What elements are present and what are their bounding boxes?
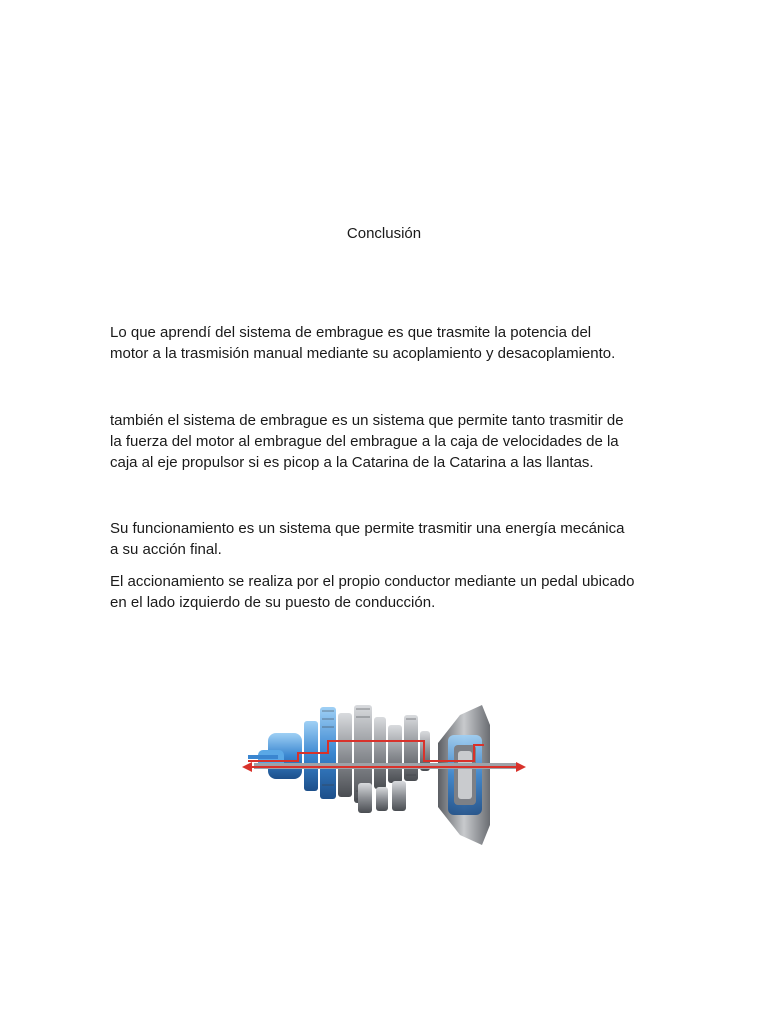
paragraph-1-line-2: motor a la trasmisión manual mediante su acoplamiento y desacoplamiento. xyxy=(110,345,616,362)
paragraph-2-line-3: caja al eje propulsor si es picop a la Catarina de la Catarina a las llantas. xyxy=(110,454,594,471)
paragraph-1-line-1: Lo que aprendí del sistema de embrague es que trasmite la potencia del xyxy=(110,324,592,341)
paragraph-2-line-2: la fuerza del motor al embrague del embrague a la caja de velocidades de la xyxy=(110,433,619,450)
paragraph-2-line-1: también el sistema de embrague es un sistema que permite tanto trasmitir de xyxy=(110,412,624,429)
paragraph-4 xyxy=(110,571,670,613)
paragraph-2 xyxy=(110,410,670,473)
transmission-figure xyxy=(238,695,528,855)
paragraph-3 xyxy=(110,518,670,560)
paragraph-3-line-2: a su acción final. xyxy=(110,541,222,558)
paragraph-3-line-1: Su funcionamiento es un sistema que permite trasmitir una energía mecánica xyxy=(110,520,625,537)
page-title: Conclusión xyxy=(346,225,422,242)
paragraph-4-line-2: en el lado izquierdo de su puesto de conducción. xyxy=(110,594,436,611)
transmission-cutaway-illustration-icon xyxy=(238,695,528,855)
paragraph-1 xyxy=(110,322,670,364)
paragraph-4-line-1: El accionamiento se realiza por el propio conductor mediante un pedal ubicado xyxy=(110,573,635,590)
